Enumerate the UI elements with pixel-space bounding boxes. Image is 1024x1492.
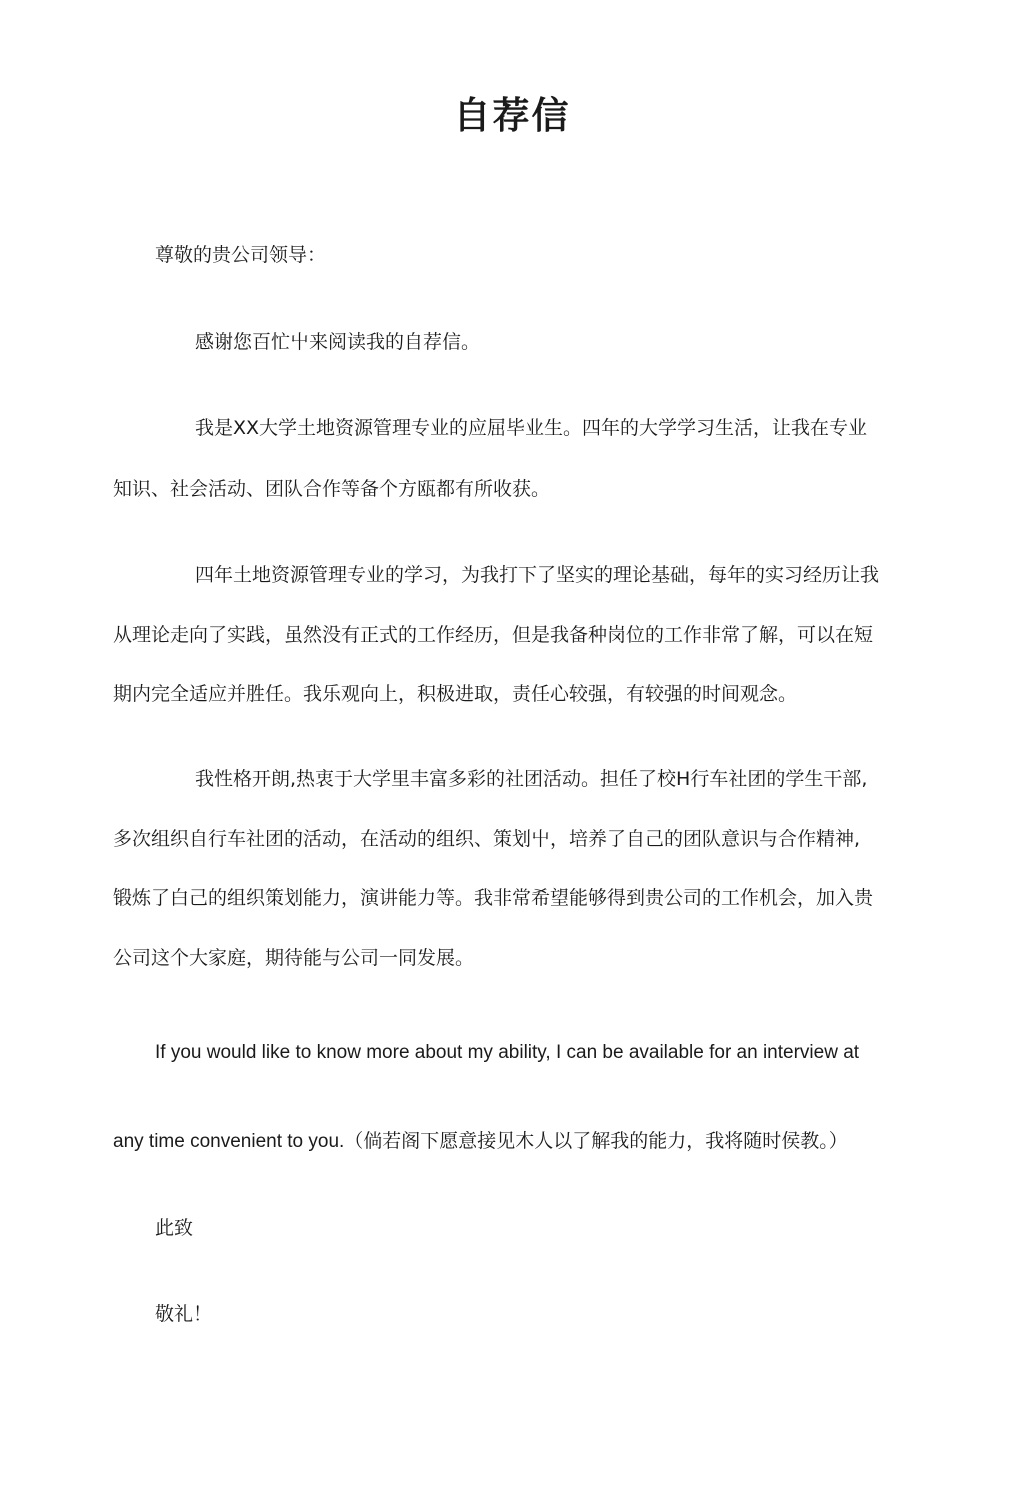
paragraph-3-line-3: 期内完全适应并胜任。我乐观向上，积极进取，责任心较强，有较强的时间观念。: [113, 683, 798, 705]
salutation: 尊敬的贵公司领导：: [155, 244, 327, 266]
paragraph-4-line-4: 公司这个大家庭，期待能与公司一同发展。: [113, 947, 475, 969]
paragraph-4-line-3: 锻炼了白己的组织策划能力，演讲能力等。我非常希望能够得到贵公司的工作机会，加入贵: [113, 887, 874, 909]
paragraph-3-line-2: 从理论走向了实践，虽然没有正式的工作经历，但是我备种岗位的工作非常了解，可以在短: [113, 624, 874, 646]
closing-line-1: 此致: [155, 1217, 194, 1239]
paragraph-4-line-2: 多次组织自行车社团的活动，在活动的组织、策划屮，培养了自己的团队意识与合作精神,: [113, 828, 861, 850]
paragraph-4-line-1: 我性格开朗,热衷于大学里丰富多彩的社团活动。担任了校H行车社团的学生干部,: [195, 768, 868, 790]
paragraph-2-line-2: 知识、社会活动、团队合作等备个方瓯都有所收获。: [113, 478, 551, 500]
closing-line-2: 敬礼！: [155, 1303, 213, 1325]
paragraph-1-line-1: 感谢您百忙屮来阅读我的自荐信。: [195, 331, 481, 353]
paragraph-5-line-1: If you would like to know more about my ability, I can be available for an interview at: [155, 1042, 860, 1063]
paragraph-2-line-1: 我是XX大学土地资源管理专业的应屈毕业生。四年的大学学习生活，让我在专业: [195, 417, 868, 439]
paragraph-5-line-2: any time convenient to you.（倘若阁下愿意接见木人以了解我的能力，我将随时侯教。）: [113, 1131, 848, 1152]
page-title: 自荐信: [453, 94, 571, 137]
paragraph-3-line-1: 四年土地资源管理专业的学习，为我打下了坚实的理论基础，每年的实习经历让我: [195, 564, 880, 586]
